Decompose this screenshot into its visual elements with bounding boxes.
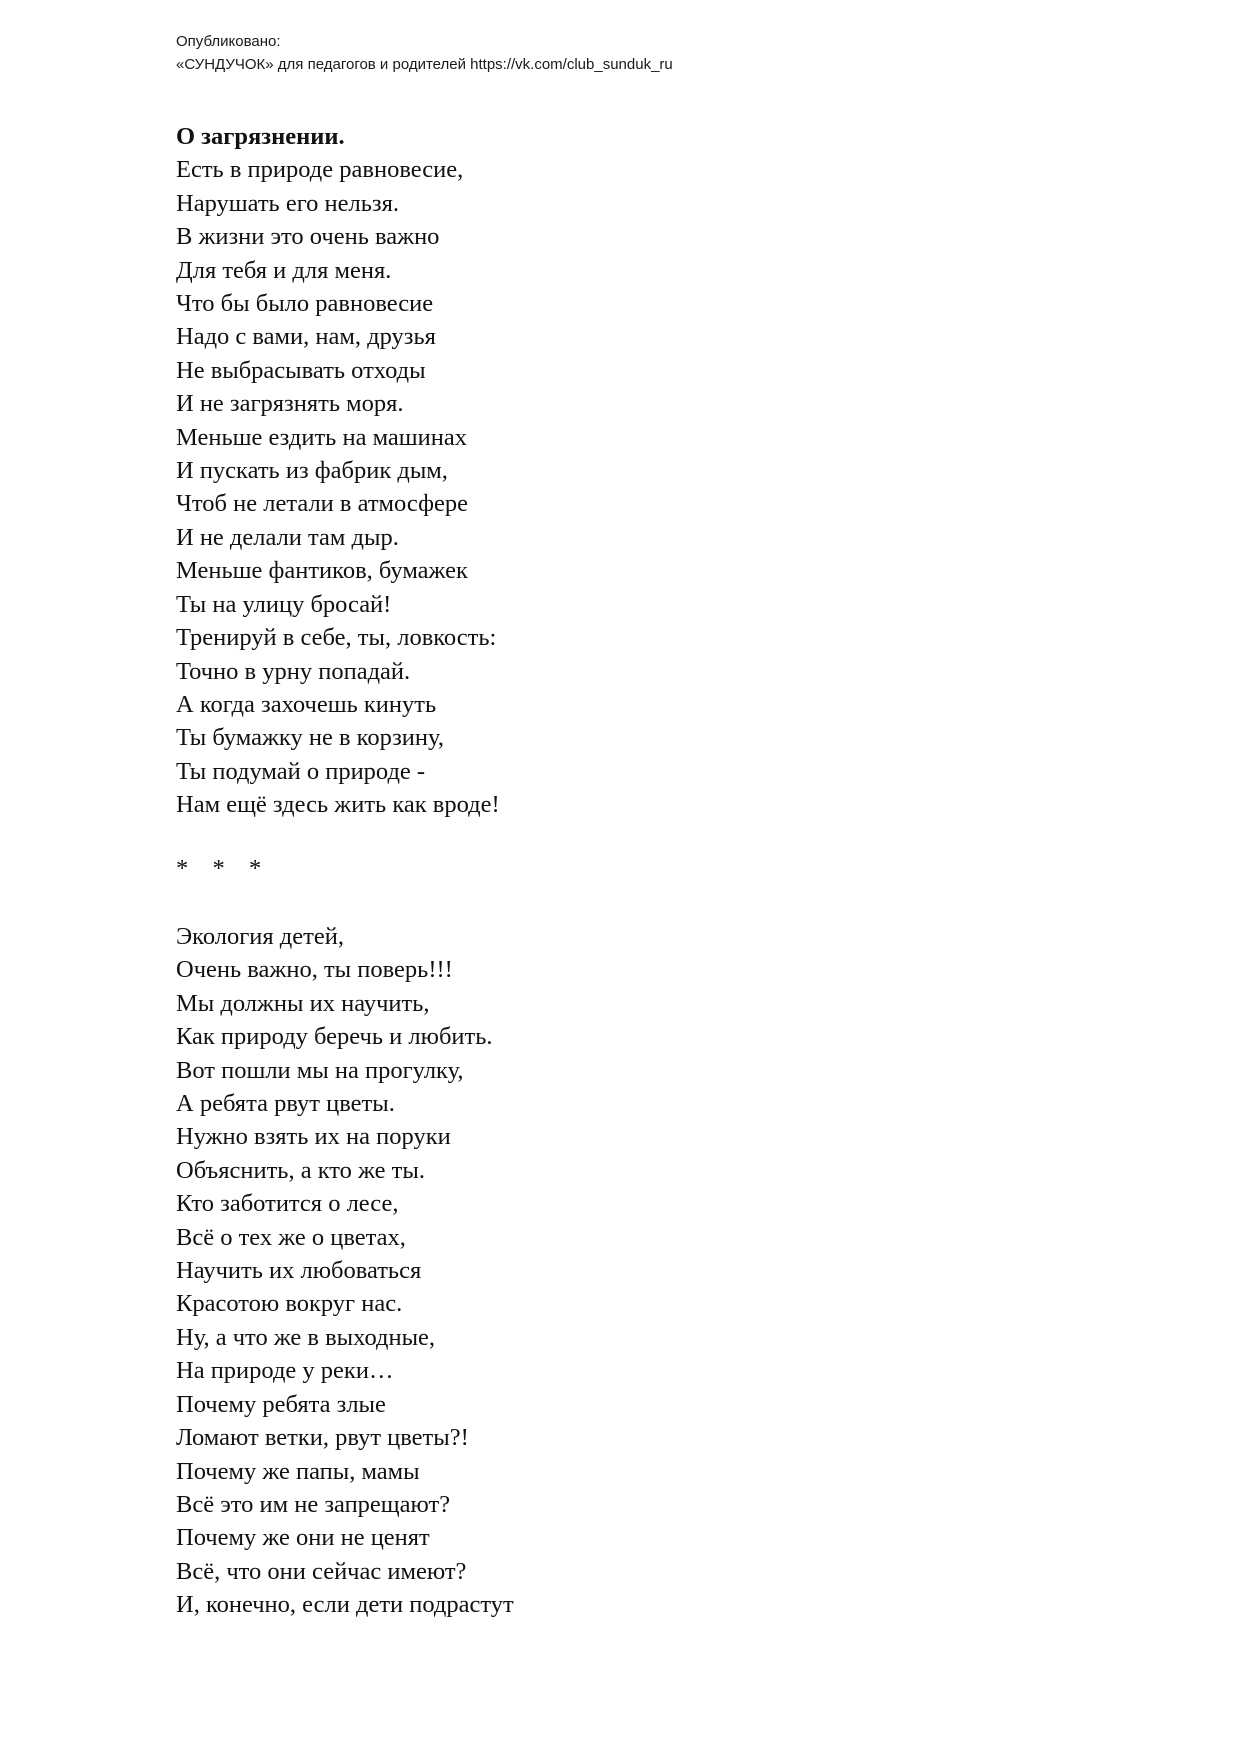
poem-line: И не загрязнять моря. — [176, 390, 404, 418]
poem-line: Ломают ветки, рвут цветы?! — [176, 1424, 469, 1452]
poem-line: Мы должны их научить, — [176, 989, 430, 1017]
header-source-line: «СУНДУЧОК» для педагогов и родителей https://vk.com/club_sunduk_ru — [176, 56, 673, 73]
header-published-label: Опубликовано: — [176, 33, 281, 50]
poem-line: Надо с вами, нам, друзья — [176, 323, 436, 351]
poem-line: Что бы было равновесие — [176, 290, 434, 318]
poem-line: Нужно взять их на поруки — [176, 1123, 451, 1151]
poem-line: Тренируй в себе, ты, ловкость: — [176, 624, 497, 652]
poem-line: Почему же они не ценят — [176, 1524, 430, 1552]
poem-line: Всё о тех же о цветах, — [176, 1223, 406, 1251]
poem-ecology-children — [176, 920, 514, 1622]
poem-line: Кто заботится о лесе, — [176, 1190, 399, 1218]
poem-line: Ты на улицу бросай! — [176, 590, 392, 618]
poem-line: Всё, что они сейчас имеют? — [176, 1557, 467, 1585]
poem-line: Чтоб не летали в атмосфере — [176, 490, 468, 518]
poem-line: Почему же папы, мамы — [176, 1457, 420, 1485]
poem-line: На природе у реки… — [176, 1357, 394, 1385]
poem-title: О загрязнении. — [176, 123, 345, 150]
poem-line: И не делали там дыр. — [176, 523, 399, 551]
poem-line: Ну, а что же в выходные, — [176, 1323, 436, 1351]
poem-line: А ребята рвут цветы. — [176, 1090, 395, 1118]
poem-line: В жизни это очень важно — [176, 223, 440, 251]
section-separator: * * * — [176, 855, 262, 882]
poem-line: Почему ребята злые — [176, 1390, 386, 1418]
poem-line: И пускать из фабрик дым, — [176, 457, 448, 485]
poem-line: Меньше ездить на машинах — [176, 423, 468, 451]
poem-line: Научить их любоваться — [176, 1257, 422, 1285]
poem-line: И, конечно, если дети подрастут — [176, 1591, 514, 1619]
poem-line: Красотою вокруг нас. — [176, 1290, 403, 1318]
poem-line: Ты бумажку не в корзину, — [176, 724, 444, 752]
poem-line: Объяснить, а кто же ты. — [176, 1156, 425, 1184]
poem-line: Очень важно, ты поверь!!! — [176, 956, 453, 984]
poem-line: Нам ещё здесь жить как вроде! — [176, 791, 500, 819]
poem-line: Ты подумай о природе - — [176, 757, 426, 785]
poem-pollution — [176, 120, 500, 822]
poem-line: Точно в урну попадай. — [176, 657, 411, 685]
poem-line: Для тебя и для меня. — [176, 256, 392, 284]
poem-line: Меньше фантиков, бумажек — [176, 557, 468, 585]
poem-line: Экология детей, — [176, 923, 344, 950]
poem-line: Как природу беречь и любить. — [176, 1023, 493, 1051]
poem-line: А когда захочешь кинуть — [176, 690, 437, 718]
poem-line: Нарушать его нельзя. — [176, 189, 400, 217]
poem-line: Вот пошли мы на прогулку, — [176, 1056, 464, 1084]
publication-header — [176, 30, 673, 76]
poem-line: Не выбрасывать отходы — [176, 356, 426, 384]
poem-line: Всё это им не запрещают? — [176, 1490, 451, 1518]
poem-line: Есть в природе равновесие, — [176, 156, 464, 184]
